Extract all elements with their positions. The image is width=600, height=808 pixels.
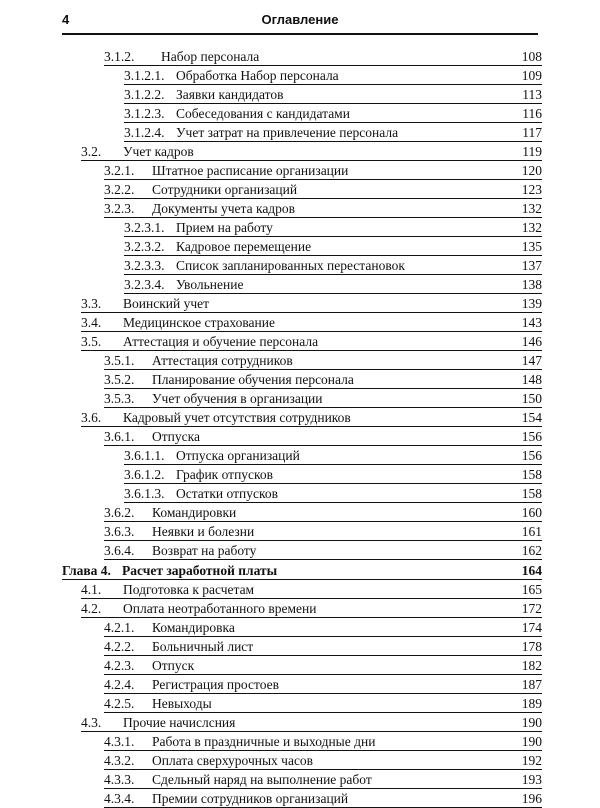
toc-entry bbox=[81, 142, 542, 161]
toc-entry-number: 4.3. bbox=[81, 715, 102, 730]
toc-entry-title: График отпусков bbox=[176, 467, 274, 482]
toc-entry-number: 3.6.1.1. bbox=[124, 448, 165, 463]
toc-entry-title: Аттестация сотрудников bbox=[152, 353, 293, 368]
toc-entry bbox=[104, 199, 542, 218]
toc-entry-page: 119 bbox=[522, 144, 542, 159]
toc-entry-title: Отпуск bbox=[152, 658, 195, 673]
toc-entry bbox=[81, 408, 542, 427]
toc-entry bbox=[124, 465, 542, 484]
toc-entry-title: Отпуска bbox=[152, 429, 200, 444]
toc-entry bbox=[104, 618, 542, 637]
toc-entry-number: 3.2.3.2. bbox=[124, 239, 165, 254]
toc-entry-number: 3.2.3. bbox=[104, 201, 135, 216]
toc-entry-page: 108 bbox=[521, 49, 542, 64]
toc-entry-title: Сотрудники организаций bbox=[152, 182, 298, 197]
toc-entry-number: 3.1.2. bbox=[104, 49, 135, 64]
toc-entry-number: 3.5.1. bbox=[104, 353, 135, 368]
toc-entry-page: 137 bbox=[521, 258, 542, 273]
toc-entry-page: 158 bbox=[521, 486, 542, 501]
toc-entry bbox=[104, 541, 542, 560]
toc-entry-number: 3.3. bbox=[81, 296, 102, 311]
toc-entry-number: 3.6.1.2. bbox=[124, 467, 165, 482]
toc-entry-page: 138 bbox=[521, 277, 542, 292]
toc-entry-page: 196 bbox=[521, 791, 542, 806]
toc-entry bbox=[104, 161, 542, 180]
toc-entry-number: Глава 4. bbox=[62, 563, 111, 578]
toc-entry-page: 174 bbox=[521, 620, 542, 635]
toc-entry-title: Обработка Набор персонала bbox=[176, 68, 339, 83]
toc-entry-number: 3.6.2. bbox=[104, 505, 135, 520]
toc-entry-title: Работа в праздничные и выходные дни bbox=[152, 734, 376, 749]
toc-entry bbox=[104, 789, 542, 808]
toc-entry-number: 3.5.3. bbox=[104, 391, 135, 406]
toc-entry-page: 165 bbox=[521, 582, 542, 597]
toc-entry-title: Командировка bbox=[152, 620, 235, 635]
toc-entry-page: 156 bbox=[521, 448, 542, 463]
toc-entry-title: Медицинское страхование bbox=[123, 315, 275, 330]
toc-entry-title: Учет обучения в организации bbox=[152, 391, 323, 406]
toc-entry-number: 4.1. bbox=[81, 582, 102, 597]
toc-entry-page: 132 bbox=[521, 220, 542, 235]
toc-entry-page: 132 bbox=[521, 201, 542, 216]
toc-entry-number: 4.3.2. bbox=[104, 753, 135, 768]
toc-entry-title: Премии сотрудников организаций bbox=[152, 791, 349, 806]
toc-entry-number: 3.1.2.1. bbox=[124, 68, 165, 83]
toc-entry bbox=[81, 713, 542, 732]
page-header bbox=[62, 8, 538, 38]
toc-entry-page: 147 bbox=[521, 353, 542, 368]
toc-entry-title: Командировки bbox=[152, 505, 237, 520]
toc-entry-page: 158 bbox=[521, 467, 542, 482]
toc-entry bbox=[124, 66, 542, 85]
toc-entry-number: 3.6.1. bbox=[104, 429, 135, 444]
toc-entry-number: 3.2.3.4. bbox=[124, 277, 165, 292]
toc-entry-title: Невыходы bbox=[152, 696, 212, 711]
toc-entry bbox=[104, 732, 542, 751]
toc-entry bbox=[104, 389, 542, 408]
toc-entry-title: Заявки кандидатов bbox=[176, 87, 284, 102]
toc-entry-page: 146 bbox=[521, 334, 542, 349]
toc-entry-title: Больничный лист bbox=[152, 639, 254, 654]
toc-entry bbox=[104, 522, 542, 541]
toc-entry bbox=[104, 770, 542, 789]
toc-entry-number: 3.1.2.4. bbox=[124, 125, 165, 140]
toc-entry-title: Учет кадров bbox=[123, 144, 194, 159]
toc-entry-page: 190 bbox=[521, 715, 542, 730]
toc-entry-number: 3.4. bbox=[81, 315, 102, 330]
toc-entry-number: 4.3.4. bbox=[104, 791, 135, 806]
toc-entry-number: 3.2.1. bbox=[104, 163, 135, 178]
toc-entry-page: 187 bbox=[521, 677, 542, 692]
toc-entry-title: Расчет заработной платы bbox=[122, 563, 278, 578]
toc-entry-number: 4.3.3. bbox=[104, 772, 135, 787]
toc-entry-number: 4.2.1. bbox=[104, 620, 135, 635]
toc-entry bbox=[104, 751, 542, 770]
toc-entry-number: 3.1.2.2. bbox=[124, 87, 165, 102]
toc-entry-number: 3.2. bbox=[81, 144, 102, 159]
toc-entry-page: 192 bbox=[521, 753, 542, 768]
toc-entry-title: Увольнение bbox=[176, 277, 244, 292]
toc-entry-title: Регистрация простоев bbox=[152, 677, 279, 692]
toc-entry-page: 172 bbox=[521, 601, 542, 616]
toc-entry-page: 120 bbox=[521, 163, 542, 178]
toc-entry-title: Прочие начислсния bbox=[123, 715, 236, 730]
toc-entry-title: Планирование обучения персонала bbox=[152, 372, 354, 387]
toc-entry-title: Оплата сверхурочных часов bbox=[152, 753, 314, 768]
page-number: 4 bbox=[62, 12, 70, 27]
toc-entry-title: Воинский учет bbox=[123, 296, 210, 311]
toc-entry-number: 3.6.4. bbox=[104, 543, 135, 558]
toc-entry-page: 116 bbox=[522, 106, 542, 121]
toc-entry-number: 4.2.2. bbox=[104, 639, 135, 654]
toc-entry-number: 4.2.3. bbox=[104, 658, 135, 673]
toc-entry-page: 178 bbox=[521, 639, 542, 654]
toc-entry-number: 4.2.4. bbox=[104, 677, 135, 692]
toc-entry-number: 4.2. bbox=[81, 601, 102, 616]
toc-entry-page: 135 bbox=[521, 239, 542, 254]
toc-entry-title: Отпуска организаций bbox=[176, 448, 300, 463]
toc-entry-number: 3.5.2. bbox=[104, 372, 135, 387]
toc-entry-number: 4.2.5. bbox=[104, 696, 135, 711]
toc-entry-title: Подготовка к расчетам bbox=[123, 582, 255, 597]
toc-entry-page: 164 bbox=[521, 563, 542, 578]
page-title: Оглавление bbox=[261, 12, 339, 27]
toc-entry-title: Остатки отпусков bbox=[176, 486, 278, 501]
toc-entry-number: 3.6.3. bbox=[104, 524, 135, 539]
toc-entry-number: 3.2.3.3. bbox=[124, 258, 165, 273]
toc-entry bbox=[124, 275, 542, 294]
toc-entry-title: Сдельный наряд на выполнение работ bbox=[152, 772, 372, 787]
header-rule bbox=[62, 33, 538, 35]
toc-entry-page: 143 bbox=[521, 315, 542, 330]
toc-entry-page: 113 bbox=[522, 87, 542, 102]
toc-entry-title: Список запланированных перестановок bbox=[176, 258, 405, 273]
toc-entry bbox=[104, 370, 542, 389]
toc-entry bbox=[124, 104, 542, 123]
toc-entry-title: Аттестация и обучение персонала bbox=[123, 334, 319, 349]
toc-entry-page: 193 bbox=[521, 772, 542, 787]
toc-entry bbox=[104, 351, 542, 370]
toc-entry-title: Штатное расписание организации bbox=[152, 163, 349, 178]
toc-chapter-entry bbox=[62, 561, 542, 580]
toc-entry bbox=[81, 313, 542, 332]
toc-entry bbox=[81, 599, 542, 618]
toc-entry-page: 162 bbox=[521, 543, 542, 558]
toc-entry-number: 3.5. bbox=[81, 334, 102, 349]
toc-entry-title: Оплата неотработанного времени bbox=[123, 601, 317, 616]
toc-entry bbox=[104, 427, 542, 446]
toc-entry bbox=[124, 237, 542, 256]
toc-entry bbox=[81, 580, 542, 599]
toc-entry bbox=[104, 675, 542, 694]
toc-entry bbox=[124, 218, 542, 237]
toc-entry-page: 150 bbox=[521, 391, 542, 406]
toc-entry-page: 190 bbox=[521, 734, 542, 749]
toc-entry-page: 139 bbox=[521, 296, 542, 311]
toc-entry-page: 154 bbox=[521, 410, 542, 425]
toc-entry bbox=[81, 332, 542, 351]
toc-entry-title: Собеседования с кандидатами bbox=[176, 106, 350, 121]
toc-entry bbox=[104, 47, 542, 66]
toc-entry-number: 4.3.1. bbox=[104, 734, 135, 749]
toc-entry-page: 182 bbox=[521, 658, 542, 673]
toc-entry-page: 109 bbox=[521, 68, 542, 83]
toc-entry-page: 189 bbox=[521, 696, 542, 711]
toc-entry bbox=[124, 484, 542, 503]
toc-entry-title: Учет затрат на привлечение персонала bbox=[176, 125, 399, 140]
toc-entry bbox=[81, 294, 542, 313]
toc-entry-number: 3.1.2.3. bbox=[124, 106, 165, 121]
toc-entry-title: Документы учета кадров bbox=[152, 201, 296, 216]
toc-entry-title: Кадровое перемещение bbox=[176, 239, 312, 254]
toc-entry-page: 156 bbox=[521, 429, 542, 444]
toc-entry-title: Кадровый учет отсутствия сотрудников bbox=[123, 410, 351, 425]
toc-entry bbox=[124, 256, 542, 275]
toc-entry-number: 3.2.2. bbox=[104, 182, 135, 197]
toc-entry-title: Прием на работу bbox=[176, 220, 273, 235]
toc-entry bbox=[124, 446, 542, 465]
toc-entry-title: Неявки и болезни bbox=[152, 524, 255, 539]
toc-entry-number: 3.6. bbox=[81, 410, 102, 425]
toc-entry-number: 3.6.1.3. bbox=[124, 486, 165, 501]
toc-entry bbox=[104, 656, 542, 675]
toc-entry-page: 148 bbox=[521, 372, 542, 387]
toc-entry-page: 161 bbox=[521, 524, 542, 539]
toc-entry bbox=[124, 85, 542, 104]
toc-entry-number: 3.2.3.1. bbox=[124, 220, 165, 235]
toc-entry bbox=[104, 637, 542, 656]
toc-entry-page: 123 bbox=[521, 182, 542, 197]
toc-entry bbox=[104, 694, 542, 713]
toc-entry-title: Возврат на работу bbox=[152, 543, 257, 558]
toc-entry bbox=[124, 123, 542, 142]
toc-entry-title: Набор персонала bbox=[161, 49, 260, 64]
toc-entry bbox=[104, 180, 542, 199]
toc-entry bbox=[104, 503, 542, 522]
toc-entry-page: 160 bbox=[521, 505, 542, 520]
toc-entry-page: 117 bbox=[522, 125, 542, 140]
